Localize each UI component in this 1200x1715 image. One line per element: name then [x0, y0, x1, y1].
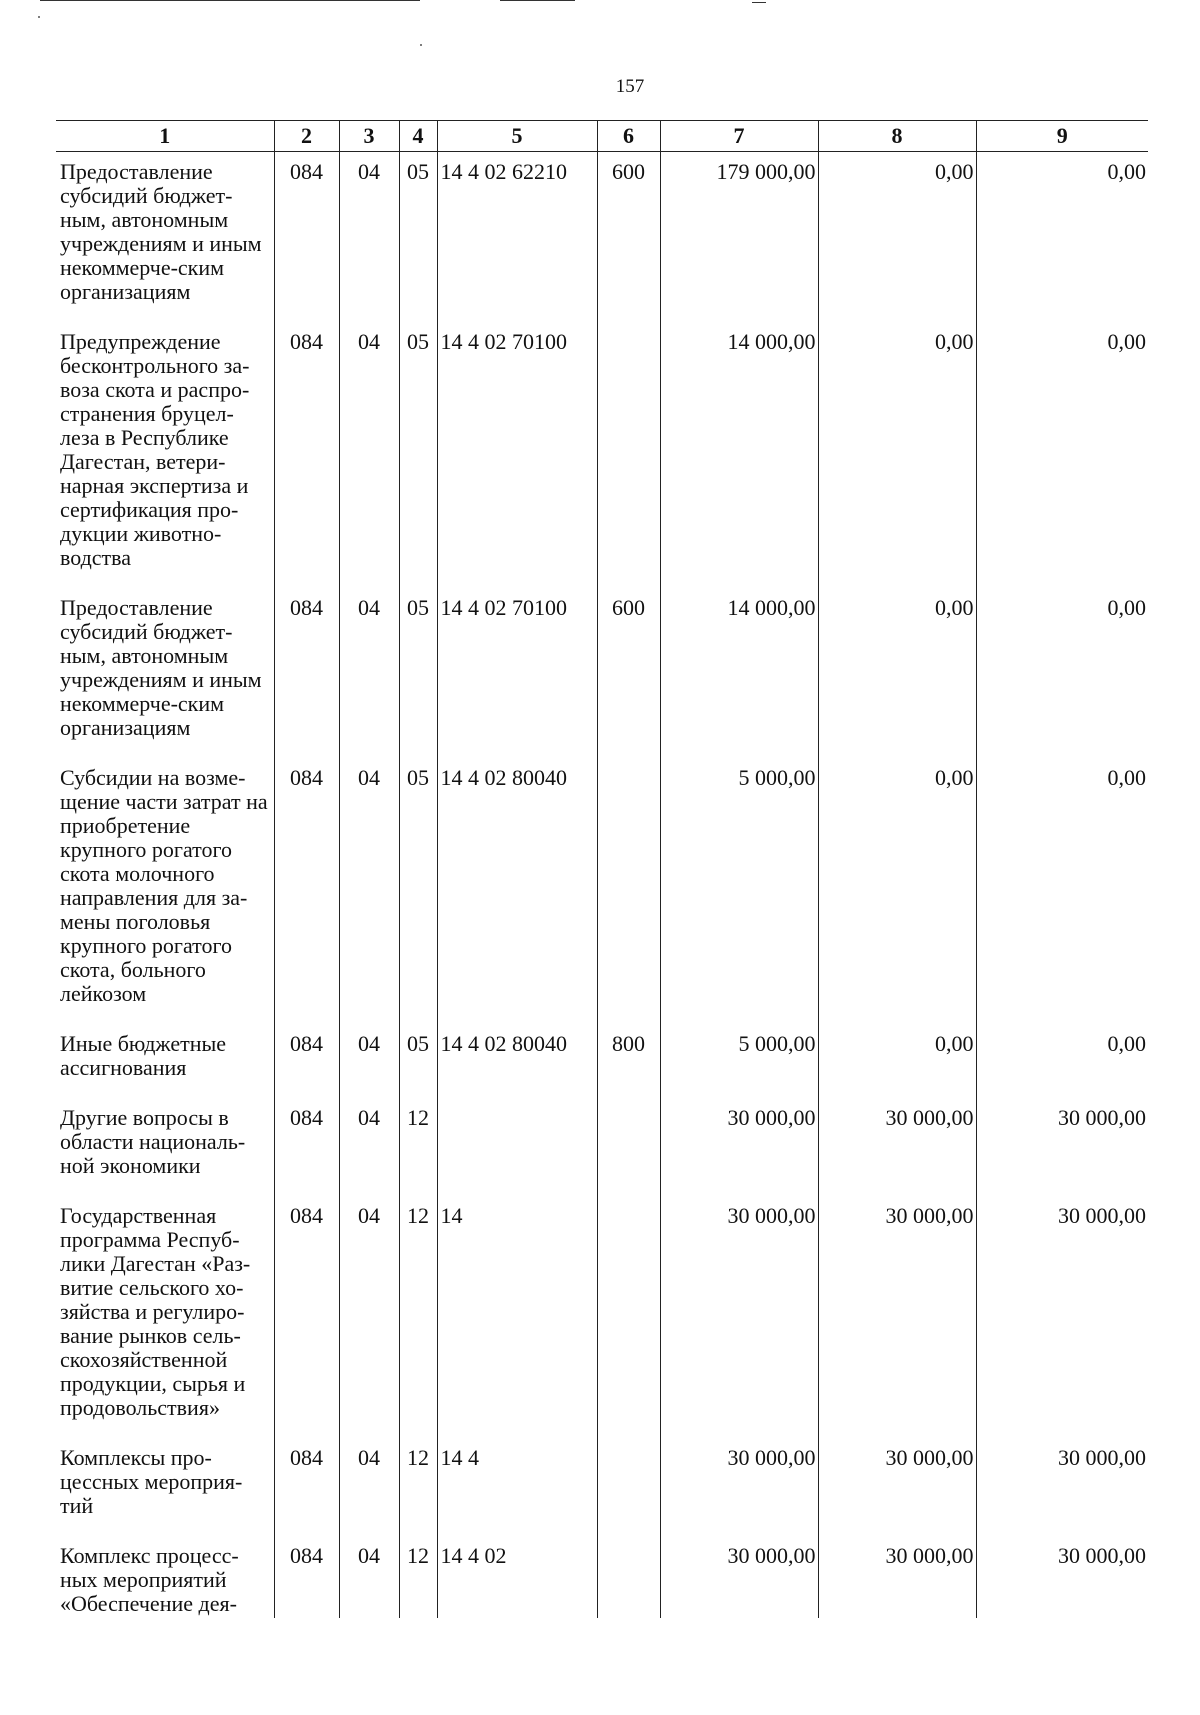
page-number: 157 — [615, 76, 645, 97]
table-row — [56, 1098, 1148, 1196]
cell-ved: 084 — [274, 1536, 339, 1618]
cell-sum-1: 5 000,00 — [660, 758, 818, 1024]
row-name: Иные бюджетные ассигнования — [60, 1031, 227, 1080]
cell-rz: 04 — [339, 152, 399, 323]
cell-pr: 05 — [399, 588, 437, 758]
cell-sum-3: 0,00 — [976, 1024, 1148, 1098]
cell-sum-1: 30 000,00 — [660, 1098, 818, 1196]
row-name: Субсидии на возме-щение части затрат на приобретение крупного рогатого скота молочного направления для за-мены поголовья крупного рогатого скота, больного лейкозом — [60, 765, 268, 1006]
cell-sum-2: 30 000,00 — [818, 1438, 976, 1536]
table-row — [56, 1024, 1148, 1098]
cell-vr — [597, 1098, 660, 1196]
cell-ved: 084 — [274, 1196, 339, 1438]
table-row — [56, 152, 1148, 323]
cell-sum-3: 30 000,00 — [976, 1098, 1148, 1196]
cell-pr: 05 — [399, 1024, 437, 1098]
scan-artifact-line — [40, 0, 420, 1]
budget-table — [56, 120, 1148, 1618]
cell-sum-3: 30 000,00 — [976, 1536, 1148, 1618]
cell-csr: 14 4 02 70100 — [437, 588, 597, 758]
column-header: 1 — [56, 121, 274, 152]
cell-rz: 04 — [339, 1098, 399, 1196]
cell-sum-3: 0,00 — [976, 152, 1148, 323]
cell-pr: 12 — [399, 1536, 437, 1618]
cell-rz: 04 — [339, 1438, 399, 1536]
cell-ved: 084 — [274, 758, 339, 1024]
cell-vr — [597, 1438, 660, 1536]
cell-sum-1: 179 000,00 — [660, 152, 818, 323]
cell-sum-2: 0,00 — [818, 1024, 976, 1098]
row-name: Предоставление субсидий бюджет-ным, автономным учреждениям и иным некоммерче-ским организациям — [60, 159, 262, 304]
cell-sum-3: 0,00 — [976, 758, 1148, 1024]
cell-sum-3: 0,00 — [976, 588, 1148, 758]
row-name: Предупреждение бесконтрольного за-воза скота и распро-странения бруцел-леза в Республике Дагестан, ветери-нарная экспертиза и сертификация про-дукции животно-водства — [60, 329, 250, 570]
cell-sum-1: 14 000,00 — [660, 322, 818, 588]
row-name: Комплекс процесс-ных мероприятий «Обеспечение дея- — [60, 1543, 239, 1616]
cell-csr: 14 4 — [437, 1438, 597, 1536]
cell-csr — [437, 1098, 597, 1196]
column-header: 3 — [339, 121, 399, 152]
scan-artifact-dot — [420, 44, 422, 46]
cell-csr: 14 4 02 80040 — [437, 758, 597, 1024]
cell-ved: 084 — [274, 1098, 339, 1196]
cell-sum-2: 0,00 — [818, 758, 976, 1024]
cell-ved: 084 — [274, 588, 339, 758]
cell-rz: 04 — [339, 322, 399, 588]
cell-rz: 04 — [339, 1024, 399, 1098]
table-row — [56, 1438, 1148, 1536]
cell-sum-3: 0,00 — [976, 322, 1148, 588]
cell-sum-2: 30 000,00 — [818, 1098, 976, 1196]
cell-csr: 14 4 02 — [437, 1536, 597, 1618]
cell-sum-1: 30 000,00 — [660, 1196, 818, 1438]
cell-sum-1: 14 000,00 — [660, 588, 818, 758]
cell-vr — [597, 1196, 660, 1438]
row-name: Предоставление субсидий бюджет-ным, автономным учреждениям и иным некоммерче-ским организациям — [60, 595, 262, 740]
scan-artifact-line — [500, 0, 575, 1]
cell-sum-2: 0,00 — [818, 152, 976, 323]
cell-sum-2: 30 000,00 — [818, 1536, 976, 1618]
column-header: 9 — [976, 121, 1148, 152]
cell-pr: 05 — [399, 152, 437, 323]
column-header: 6 — [597, 121, 660, 152]
cell-ved: 084 — [274, 1024, 339, 1098]
cell-pr: 12 — [399, 1438, 437, 1536]
cell-sum-3: 30 000,00 — [976, 1196, 1148, 1438]
table-row — [56, 1196, 1148, 1438]
cell-vr — [597, 1536, 660, 1618]
cell-ved: 084 — [274, 152, 339, 323]
column-header: 5 — [437, 121, 597, 152]
cell-csr: 14 4 02 80040 — [437, 1024, 597, 1098]
cell-rz: 04 — [339, 1536, 399, 1618]
scan-artifact-line — [752, 2, 766, 3]
cell-vr — [597, 322, 660, 588]
cell-sum-1: 5 000,00 — [660, 1024, 818, 1098]
cell-vr: 600 — [597, 152, 660, 323]
cell-csr: 14 4 02 62210 — [437, 152, 597, 323]
cell-rz: 04 — [339, 758, 399, 1024]
column-header: 7 — [660, 121, 818, 152]
cell-sum-2: 0,00 — [818, 322, 976, 588]
cell-csr: 14 4 02 70100 — [437, 322, 597, 588]
cell-rz: 04 — [339, 1196, 399, 1438]
cell-vr: 600 — [597, 588, 660, 758]
cell-pr: 05 — [399, 322, 437, 588]
row-name: Государственная программа Респуб-лики Дагестан «Раз-витие сельского хо-зяйства и регулиро-вание рынков сель-скохозяйственной продукции, сырья и продовольствия» — [60, 1203, 251, 1420]
table-row — [56, 1536, 1148, 1618]
column-header: 8 — [818, 121, 976, 152]
cell-sum-1: 30 000,00 — [660, 1536, 818, 1618]
column-header: 2 — [274, 121, 339, 152]
cell-pr: 05 — [399, 758, 437, 1024]
cell-sum-2: 30 000,00 — [818, 1196, 976, 1438]
cell-vr: 800 — [597, 1024, 660, 1098]
cell-pr: 12 — [399, 1196, 437, 1438]
column-header: 4 — [399, 121, 437, 152]
table-row — [56, 322, 1148, 588]
cell-ved: 084 — [274, 1438, 339, 1536]
cell-ved: 084 — [274, 322, 339, 588]
table-row — [56, 758, 1148, 1024]
cell-vr — [597, 758, 660, 1024]
cell-csr: 14 — [437, 1196, 597, 1438]
cell-sum-1: 30 000,00 — [660, 1438, 818, 1536]
header-row — [56, 121, 1148, 152]
cell-sum-3: 30 000,00 — [976, 1438, 1148, 1536]
scan-artifact-dot — [38, 16, 40, 18]
table-row — [56, 588, 1148, 758]
cell-sum-2: 0,00 — [818, 588, 976, 758]
cell-pr: 12 — [399, 1098, 437, 1196]
cell-rz: 04 — [339, 588, 399, 758]
row-name: Другие вопросы в области националь-ной экономики — [60, 1105, 246, 1178]
row-name: Комплексы про-цессных мероприя-тий — [60, 1445, 243, 1518]
